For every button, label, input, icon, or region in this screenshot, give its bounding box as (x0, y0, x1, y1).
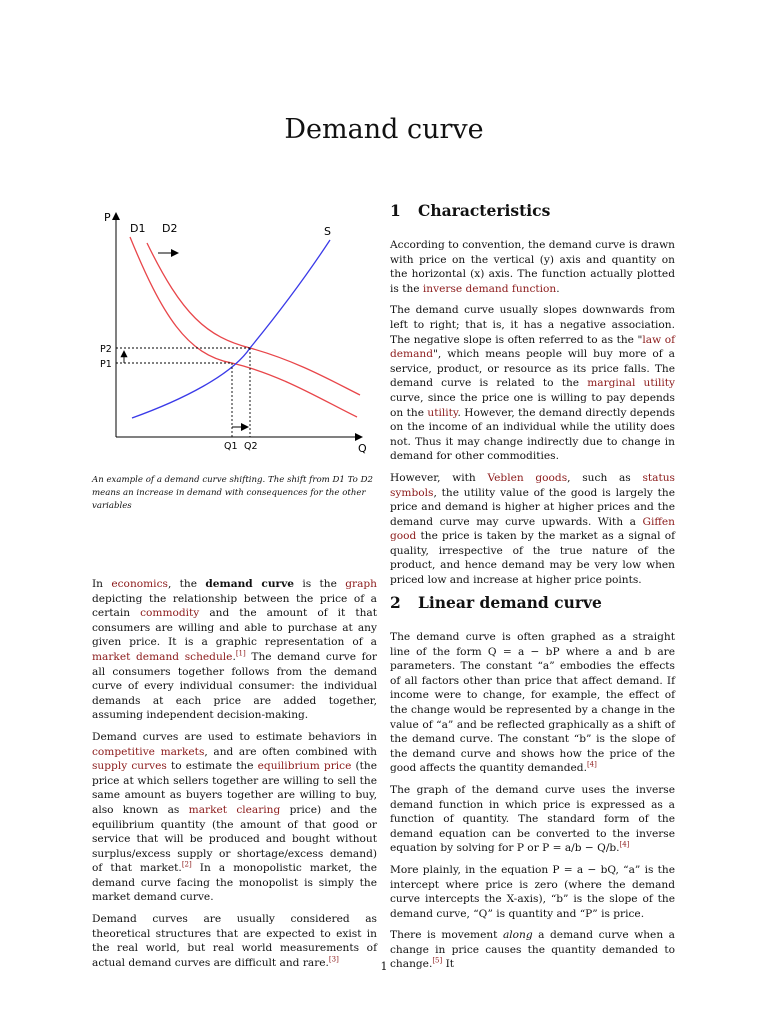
text-span: It (442, 958, 455, 971)
link-market-demand-schedule[interactable]: market demand schedule (92, 650, 233, 663)
body-paragraph (390, 303, 675, 464)
intro-text (92, 577, 377, 977)
citation[interactable] (182, 861, 192, 869)
section-title: Linear demand curve (418, 593, 602, 612)
term-demand-curve: demand curve (205, 578, 295, 590)
link-inverse-demand-function[interactable]: inverse demand function (422, 282, 557, 295)
link-utility[interactable]: utility (427, 406, 458, 419)
text-span: . However, the demand directly depends on the income of an individual while the utility does not. Thus it may change indirectly due to change in demand for other commodities. (390, 406, 675, 463)
text-span: However, with (390, 471, 488, 484)
text-span: The demand curve for all consumers together follows from the demand curve of every individual consumer: the individual demands at each price are added together, assuming independent decision-making. (92, 650, 377, 722)
link-law-of-demand[interactable]: law of demand (390, 333, 675, 361)
text-span: In (92, 578, 112, 590)
citation-link[interactable]: [4] (619, 840, 630, 849)
link-competitive-markets[interactable]: competitive markets (92, 745, 205, 758)
text-span: is the (294, 578, 346, 590)
series-d1-label: D1 (130, 222, 146, 235)
text-span: In a monopolistic market, the demand curve facing the monopolist is simply the market demand curve. (92, 862, 377, 904)
text-span: the price is taken by the market as a signal of quality, irrespective of the true nature of the product, and hence demand may be very low when priced low and increase at higher price points. (390, 530, 675, 587)
text-span: to estimate the (166, 760, 258, 773)
x-axis-label: Q (358, 442, 367, 455)
text-span: Demand curves are usually considered as theoretical structures that are expected to exist in the real world, but real world measurements of actual demand curves are difficult and rare. (92, 913, 377, 969)
text-span: . (232, 650, 236, 663)
text-span: depicting the relationship between the price of a certain (92, 592, 377, 620)
text-span: , such as (567, 471, 643, 484)
text-span: price) and the equilibrium quantity (the amount of that good or service that will be produced and bought without surplus/excess supply or shortage/excess demand) of that market. (92, 803, 377, 875)
intro-paragraph (92, 730, 377, 905)
citation-link[interactable]: [1] (235, 649, 246, 658)
x-tick-q2: Q2 (244, 441, 258, 452)
body-paragraph (390, 630, 675, 776)
emphasis-along: along (502, 929, 533, 942)
series-s-label: S (324, 225, 331, 238)
citation[interactable] (620, 841, 630, 849)
text-span: curve, since the price one is willing to pay depends on the (390, 391, 675, 419)
text-span: The demand curve is often graphed as a straight line of the form Q = a − bP where a and b are parameters. The constant “a” embodies the effects of all factors other than price that affect demand. If income were to change, for example, the effect of the change would be represented by a change in the value of “a” and be reflected graphically as a shift of the demand curve. The constant “b” is the slope of the demand curve and shows how the price of the good affects the quantity demanded. (390, 631, 675, 775)
citation[interactable] (587, 761, 597, 769)
text-span: . (556, 282, 560, 295)
y-tick-p1: P1 (100, 359, 112, 370)
text-span: Demand curves are used to estimate behaviors in (92, 730, 377, 743)
y-tick-p2: P2 (100, 344, 112, 355)
series-d2-label: D2 (162, 222, 178, 235)
demand-curve-chart (92, 205, 382, 465)
section-heading-characteristics (390, 201, 550, 220)
link-equilibrium-price[interactable]: equilibrium price (257, 760, 352, 773)
series-d2-line (147, 243, 360, 395)
text-span: There is movement (390, 929, 503, 942)
citation-link[interactable]: [4] (586, 760, 597, 769)
text-span: a demand curve when a change in price causes the quantity demanded to change. (390, 929, 675, 971)
text-span: (the price at which sellers together are willing to sell the same amount as buyers together are willing to buy, also known as (92, 760, 377, 816)
citation-link[interactable]: [5] (432, 956, 443, 965)
link-commodity[interactable]: commodity (140, 607, 200, 620)
text-span: , and are often combined with (204, 745, 377, 758)
text-span: , the (167, 578, 206, 590)
text-span: More plainly, in the equation P = a − bQ, “a” is the intercept where price is zero (where the demand curve intercepts the X-axis), “b” is the slope of the demand curve, “Q” is quantity and “P” is price. (390, 863, 675, 920)
section-title: Characteristics (418, 201, 551, 220)
text-span: , the utility value of the good is largely the price and demand is higher at higher prices and the demand curve may curve upwards. With a (390, 486, 675, 528)
link-supply-curves[interactable]: supply curves (92, 760, 167, 773)
link-economics[interactable]: economics (111, 578, 168, 590)
intro-paragraph (92, 577, 377, 723)
body-paragraph (390, 783, 675, 856)
section-number: 1 (390, 201, 401, 220)
figure-caption: An example of a demand curve shifting. The shift from D1 To D2 means an increase in demand with consequences for the other variables (92, 475, 373, 511)
body-paragraph (390, 238, 675, 296)
linear-text (390, 630, 675, 979)
link-graph[interactable]: graph (345, 578, 378, 590)
citation[interactable] (236, 649, 246, 657)
text-span: The graph of the demand curve uses the inverse demand function in which price is expressed as a function of quantity. The standard form of the demand equation can be converted to the inverse equation by solving for P or P = a/b − Q/b. (390, 783, 675, 855)
section-heading-linear-demand-curve (390, 593, 602, 612)
citation-link[interactable]: [2] (181, 860, 192, 869)
page-title: Demand curve (284, 114, 484, 145)
link-veblen-goods[interactable]: Veblen goods (487, 471, 568, 484)
text-span: ", which means people will buy more of a service, product, or resource as its price falls. The demand curve is related to the (390, 348, 675, 390)
x-tick-q1: Q1 (224, 441, 238, 452)
page-number: 1 (380, 960, 388, 973)
link-market-clearing[interactable]: market clearing (188, 803, 281, 816)
characteristics-text (390, 238, 675, 595)
link-giffen-good[interactable]: Giffen good (390, 515, 675, 543)
text-span: According to convention, the demand curve is drawn with price on the vertical (y) axis and quantity on the horizontal (x) axis. The function actually plotted is the (390, 239, 675, 295)
series-s-line (132, 240, 330, 418)
y-axis-label: P (104, 211, 111, 224)
text-span: and the amount of it that consumers are willing and able to purchase at any given price. It is a graphic representation of a (92, 607, 378, 649)
body-paragraph (390, 471, 675, 588)
section-number: 2 (390, 593, 401, 612)
citation-link[interactable]: [3] (328, 955, 339, 964)
series-d1-line (130, 237, 357, 417)
demand-curve-figure (92, 205, 382, 465)
link-status-symbols[interactable]: status symbols (390, 471, 675, 499)
link-marginal-utility[interactable]: marginal utility (587, 377, 675, 390)
text-span: The demand curve usually slopes downwards from left to right; that is, it has a negative association. The negative slope is often referred to as the " (390, 304, 675, 346)
body-paragraph (390, 863, 675, 921)
